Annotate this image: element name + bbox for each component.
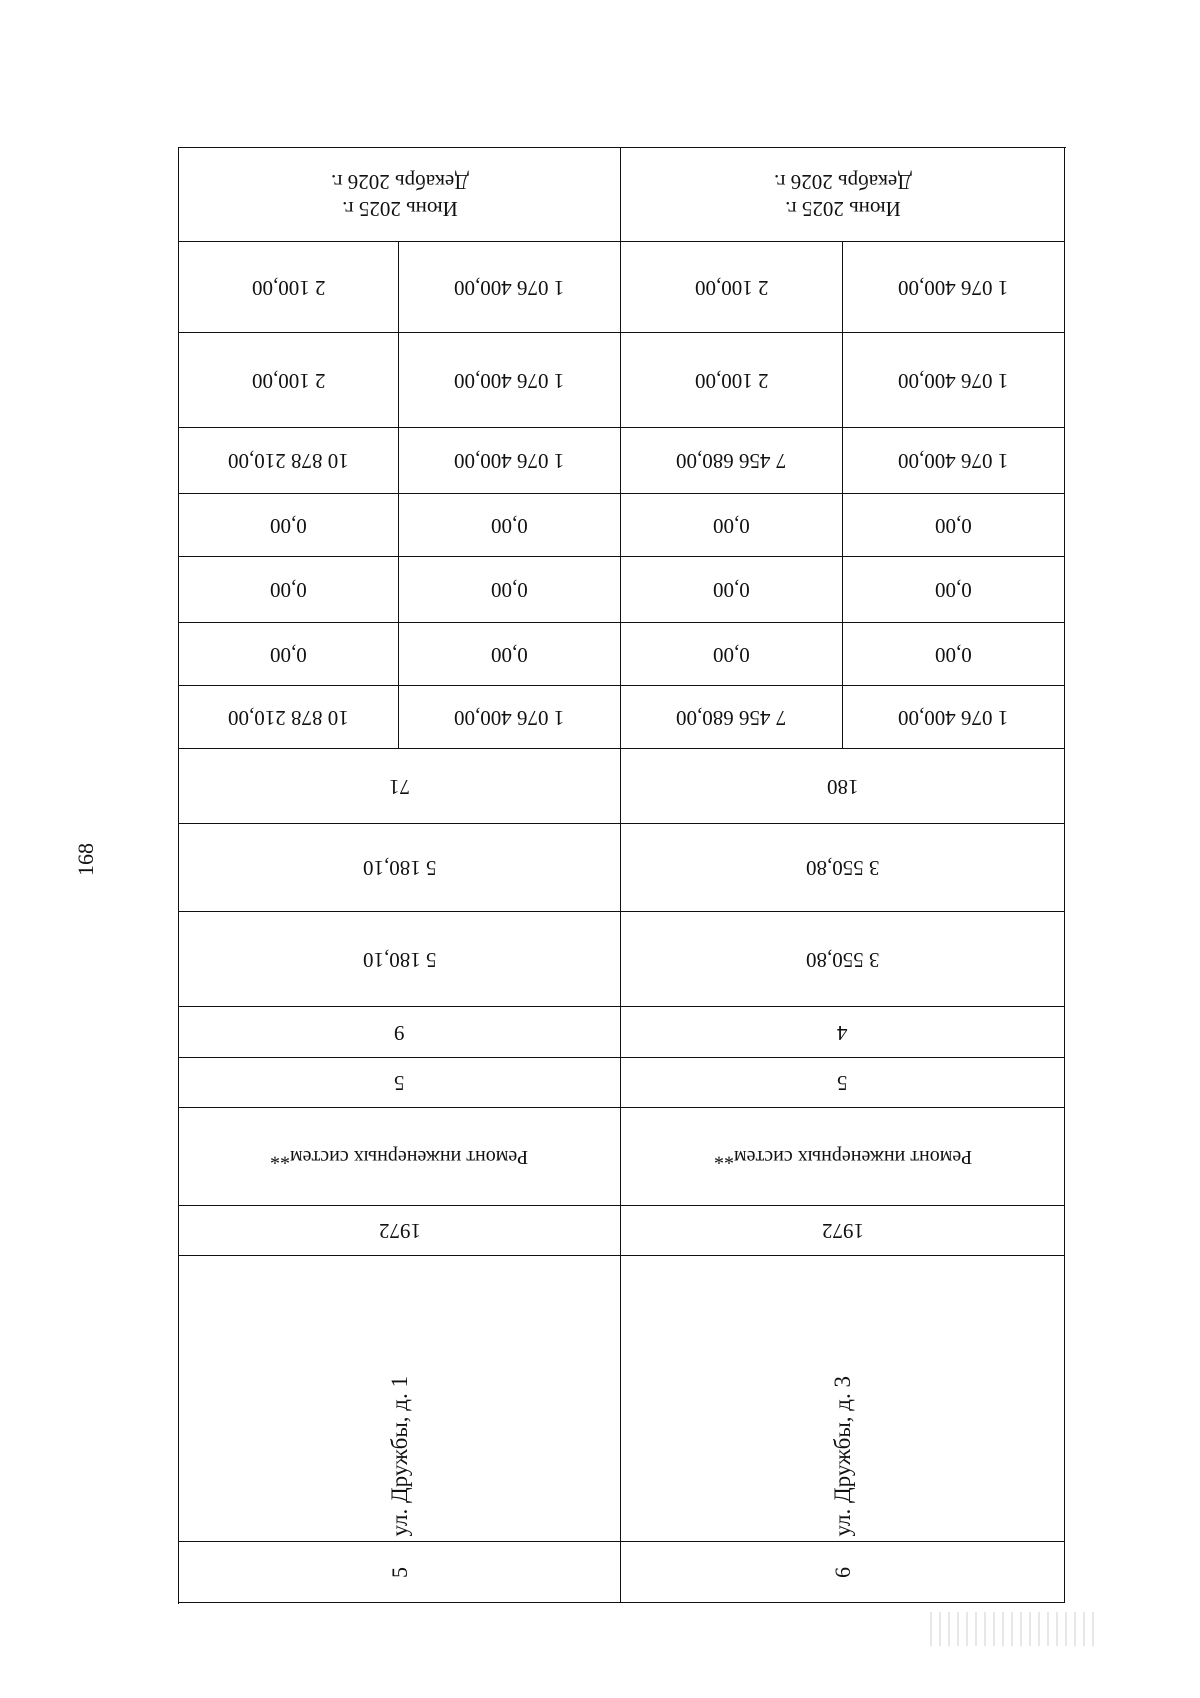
period-end: Декабрь 2026 г. xyxy=(330,169,469,194)
value-text: 71 xyxy=(389,774,410,799)
work-type-cell xyxy=(621,1108,1065,1206)
value-text: 2 100,00 xyxy=(251,368,326,393)
value-cell xyxy=(621,557,843,623)
period-text xyxy=(331,168,469,222)
value-text: 2 100,00 xyxy=(694,368,769,393)
value-text: 5 180,10 xyxy=(362,947,437,972)
value-text: 0,00 xyxy=(713,513,750,538)
work-type-text: Ремонт инженерных систем** xyxy=(713,1146,972,1168)
value-cell xyxy=(399,242,621,333)
value-text: 1 076 400,00 xyxy=(454,705,565,730)
value-cell xyxy=(179,1058,621,1108)
value-cell xyxy=(621,749,1065,824)
year-text: 1972 xyxy=(821,1219,864,1243)
row-number-text: 5 xyxy=(386,1566,412,1578)
value-cell xyxy=(843,557,1065,623)
value-cell xyxy=(399,686,621,749)
value-text: 1 076 400,00 xyxy=(898,705,1009,730)
value-cell xyxy=(179,557,399,623)
period-end: Декабрь 2026 г. xyxy=(773,169,912,194)
value-cell xyxy=(621,494,843,557)
value-cell xyxy=(621,1007,1065,1058)
value-cell xyxy=(843,333,1065,428)
value-text: 0,00 xyxy=(935,642,972,667)
value-text: 0,00 xyxy=(713,578,750,602)
value-cell xyxy=(399,333,621,428)
value-text: 1 076 400,00 xyxy=(454,275,565,300)
work-type-text: Ремонт инженерных систем** xyxy=(270,1146,529,1168)
address-text: ул. Дружбы, д. 1 xyxy=(386,1375,412,1536)
value-text: 0,00 xyxy=(935,513,972,538)
year-cell xyxy=(179,1206,621,1256)
value-text: 5 xyxy=(837,1071,848,1095)
value-cell xyxy=(843,686,1065,749)
value-cell xyxy=(399,557,621,623)
value-cell xyxy=(179,494,399,557)
value-text: 2 100,00 xyxy=(251,275,326,300)
value-cell xyxy=(179,333,399,428)
value-cell xyxy=(621,912,1065,1007)
period-cell xyxy=(179,148,621,242)
value-text: 5 xyxy=(394,1071,405,1095)
value-cell xyxy=(621,824,1065,912)
value-text: 7 456 680,00 xyxy=(676,449,787,473)
value-text: 2 100,00 xyxy=(694,275,769,300)
value-text: 0,00 xyxy=(491,578,528,602)
value-cell xyxy=(179,428,399,494)
period-text xyxy=(774,168,912,222)
value-text: 3 550,80 xyxy=(805,947,880,972)
row-number-cell xyxy=(621,1542,1065,1603)
value-text: 1 076 400,00 xyxy=(898,368,1009,393)
value-text: 0,00 xyxy=(270,642,307,667)
value-text: 0,00 xyxy=(270,578,307,602)
data-table xyxy=(178,147,1066,1604)
value-text: 4 xyxy=(837,1020,848,1045)
value-cell xyxy=(179,1007,621,1058)
value-text: 5 180,10 xyxy=(362,856,437,880)
value-cell xyxy=(179,824,621,912)
value-text: 0,00 xyxy=(935,578,972,602)
row-number-cell xyxy=(179,1542,621,1603)
value-text: 0,00 xyxy=(270,513,307,538)
period-start: Июнь 2025 г. xyxy=(784,196,901,221)
value-text: 10 878 210,00 xyxy=(228,449,349,473)
value-text: 10 878 210,00 xyxy=(228,705,349,730)
address-text: ул. Дружбы, д. 3 xyxy=(829,1375,855,1536)
value-text: 0,00 xyxy=(713,642,750,667)
value-cell xyxy=(621,686,843,749)
value-text: 1 076 400,00 xyxy=(454,368,565,393)
value-text: 1 076 400,00 xyxy=(898,449,1009,473)
value-cell xyxy=(621,1058,1065,1108)
page-number: 168 xyxy=(73,843,98,876)
value-text: 0,00 xyxy=(491,642,528,667)
value-cell xyxy=(843,494,1065,557)
work-type-cell xyxy=(179,1108,621,1206)
value-text: 1 076 400,00 xyxy=(898,275,1009,300)
value-cell xyxy=(179,242,399,333)
value-cell xyxy=(399,428,621,494)
value-cell xyxy=(179,912,621,1007)
value-cell xyxy=(179,623,399,686)
value-cell xyxy=(399,623,621,686)
value-text: 0,00 xyxy=(491,513,528,538)
value-text: 7 456 680,00 xyxy=(676,705,787,730)
value-text: 1 076 400,00 xyxy=(454,449,565,473)
scan-artifact xyxy=(930,1612,1100,1646)
value-cell xyxy=(179,749,621,824)
year-cell xyxy=(621,1206,1065,1256)
value-text: 180 xyxy=(826,774,859,799)
value-text: 9 xyxy=(394,1020,405,1045)
value-text: 3 550,80 xyxy=(805,856,880,880)
period-start: Июнь 2025 г. xyxy=(341,196,458,221)
value-cell xyxy=(843,428,1065,494)
row-number-text: 6 xyxy=(829,1566,855,1578)
value-cell xyxy=(843,623,1065,686)
value-cell xyxy=(621,428,843,494)
period-cell xyxy=(621,148,1065,242)
value-cell xyxy=(621,242,843,333)
value-cell xyxy=(621,333,843,428)
address-cell xyxy=(621,1256,1065,1542)
value-cell xyxy=(179,686,399,749)
year-text: 1972 xyxy=(378,1219,421,1243)
value-cell xyxy=(843,242,1065,333)
address-cell xyxy=(179,1256,621,1542)
value-cell xyxy=(399,494,621,557)
value-cell xyxy=(621,623,843,686)
